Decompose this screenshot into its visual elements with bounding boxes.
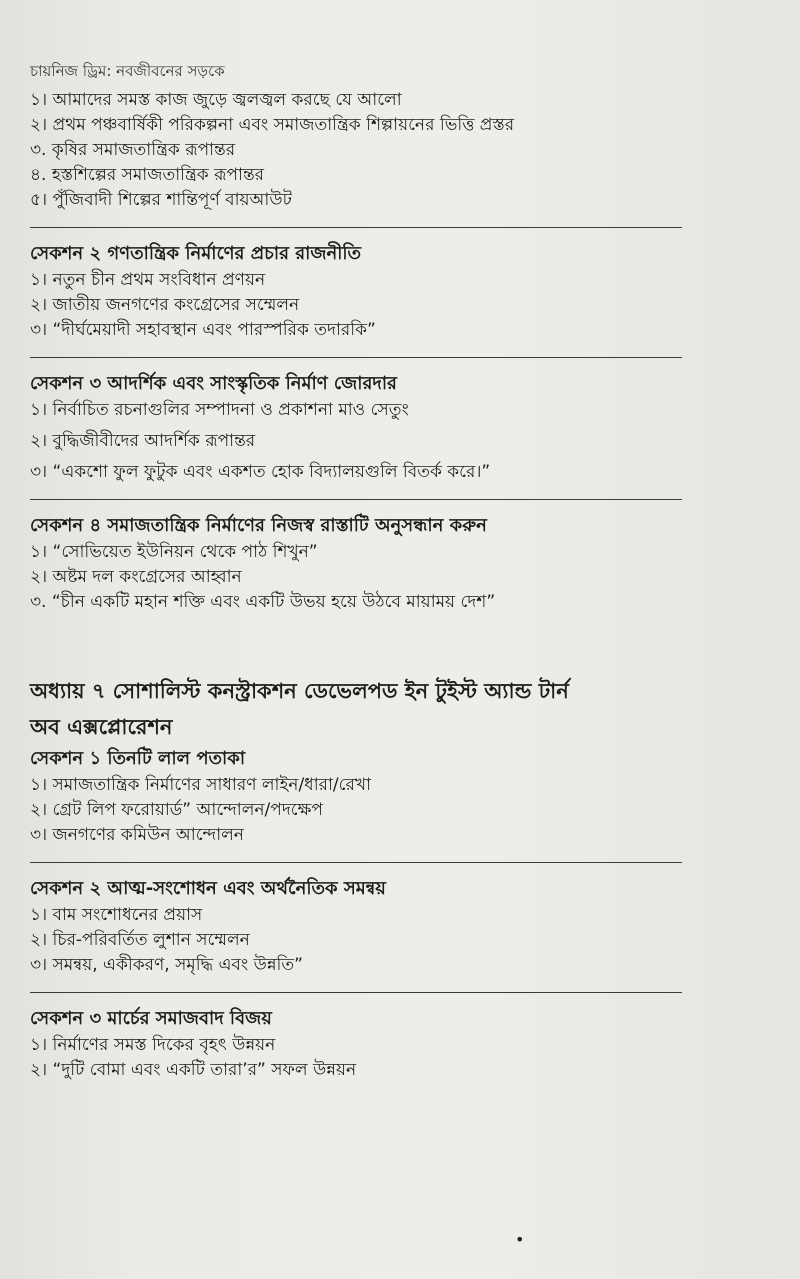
divider <box>30 992 682 993</box>
page-mark: • <box>515 1230 525 1249</box>
list-item: ১। নতুন চীন প্রথম সংবিধান প্রণয়ন <box>30 270 266 290</box>
chapter-7-section-2 <box>30 875 690 978</box>
divider <box>30 227 682 228</box>
list-item: ৩। “দীর্ঘমেয়াদী সহাবস্থান এবং পারস্পরিক তদারকি” <box>30 320 376 340</box>
list-item: ৩। সমন্বয়, একীকরণ, সমৃদ্ধি এবং উন্নতি” <box>30 955 303 975</box>
chapter-7 <box>30 673 690 1083</box>
chapter-title-continued: অব এক্সপ্লোরেশন <box>30 715 173 739</box>
chapter-title: অধ্যায় ৭ সোশালিস্ট কনস্ট্রাকশন ডেভেলপড ইন টুইস্ট অ্যান্ড টার্ন <box>30 679 569 703</box>
section-4 <box>30 512 690 615</box>
section-3 <box>30 370 690 485</box>
block-1-list <box>30 88 690 213</box>
list-item: ২। চির-পরিবর্তিত লুশান সম্মেলন <box>30 930 250 950</box>
section-2 <box>30 240 690 343</box>
section-title: সেকশন ২ গণতান্ত্রিক নির্মাণের প্রচার রাজনীতি <box>30 243 362 264</box>
chapter-7-section-1 <box>30 745 690 848</box>
list-item: ২। অষ্টম দল কংগ্রেসের আহ্বান <box>30 567 242 587</box>
list-item: ২। প্রথম পঞ্চবার্ষিকী পরিকল্পনা এবং সমাজতান্ত্রিক শিল্পায়নের ভিত্তি প্রস্তর <box>30 115 515 135</box>
running-header: চায়নিজ ড্রিম: নবজীবনের সড়কে <box>30 62 225 80</box>
divider <box>30 357 682 358</box>
chapter-7-section-3 <box>30 1005 690 1083</box>
list-item: ৫। পুঁজিবাদী শিল্পের শান্তিপূর্ণ বায়আউট <box>30 190 292 210</box>
table-of-contents <box>30 88 690 1083</box>
list-item: ১। নির্বাচিত রচনাগুলির সম্পাদনা ও প্রকাশনা মাও সেতুং <box>30 400 409 420</box>
section-title: সেকশন ১ তিনটি লাল পতাকা <box>30 748 246 769</box>
section-title: সেকশন ৩ আদর্শিক এবং সাংস্কৃতিক নির্মাণ জোরদার <box>30 373 397 394</box>
list-item: ৩। “একশো ফুল ফুটুক এবং একশত হোক বিদ্যালয়গুলি বিতর্ক করে।” <box>30 462 491 482</box>
divider <box>30 499 682 500</box>
list-item: ২। বুদ্ধিজীবীদের আদর্শিক রূপান্তর <box>30 431 256 451</box>
list-item: ৩। জনগণের কমিউন আন্দোলন <box>30 825 244 845</box>
list-item: ২। গ্রেট লিপ ফরোয়ার্ড” আন্দোলন/পদক্ষেপ <box>30 800 323 820</box>
list-item: ৪. হস্তশিল্পের সমাজতান্ত্রিক রূপান্তর <box>30 165 265 185</box>
divider <box>30 862 682 863</box>
list-item: ৩. “চীন একটি মহান শক্তি এবং একটি উভয় হয়ে উঠবে মায়াময় দেশ” <box>30 592 496 612</box>
list-item: ১। বাম সংশোধনের প্রয়াস <box>30 905 203 925</box>
list-item: ১। আমাদের সমস্ত কাজ জুড়ে জ্বলজ্বল করছে যে আলো <box>30 90 402 110</box>
section-title: সেকশন ৪ সমাজতান্ত্রিক নির্মাণের নিজস্ব রাস্তাটি অনুসন্ধান করুন <box>30 515 487 536</box>
list-item: ২। “দুটি বোমা এবং একটি তারা’র” সফল উন্নয়ন <box>30 1060 357 1080</box>
list-item: ৩. কৃষির সমাজতান্ত্রিক রূপান্তর <box>30 140 236 160</box>
list-item: ২। জাতীয় জনগণের কংগ্রেসের সম্মেলন <box>30 295 300 315</box>
list-item: ১। নির্মাণের সমস্ত দিকের বৃহৎ উন্নয়ন <box>30 1035 276 1055</box>
list-item: ১। সমাজতান্ত্রিক নির্মাণের সাধারণ লাইন/ধারা/রেখা <box>30 775 371 795</box>
list-item: ১। “সোভিয়েত ইউনিয়ন থেকে পাঠ শিখুন” <box>30 542 318 562</box>
section-title: সেকশন ৩ মার্চের সমাজবাদ বিজয় <box>30 1008 272 1029</box>
section-title: সেকশন ২ আত্ম-সংশোধন এবং অর্থনৈতিক সমন্বয় <box>30 878 386 899</box>
